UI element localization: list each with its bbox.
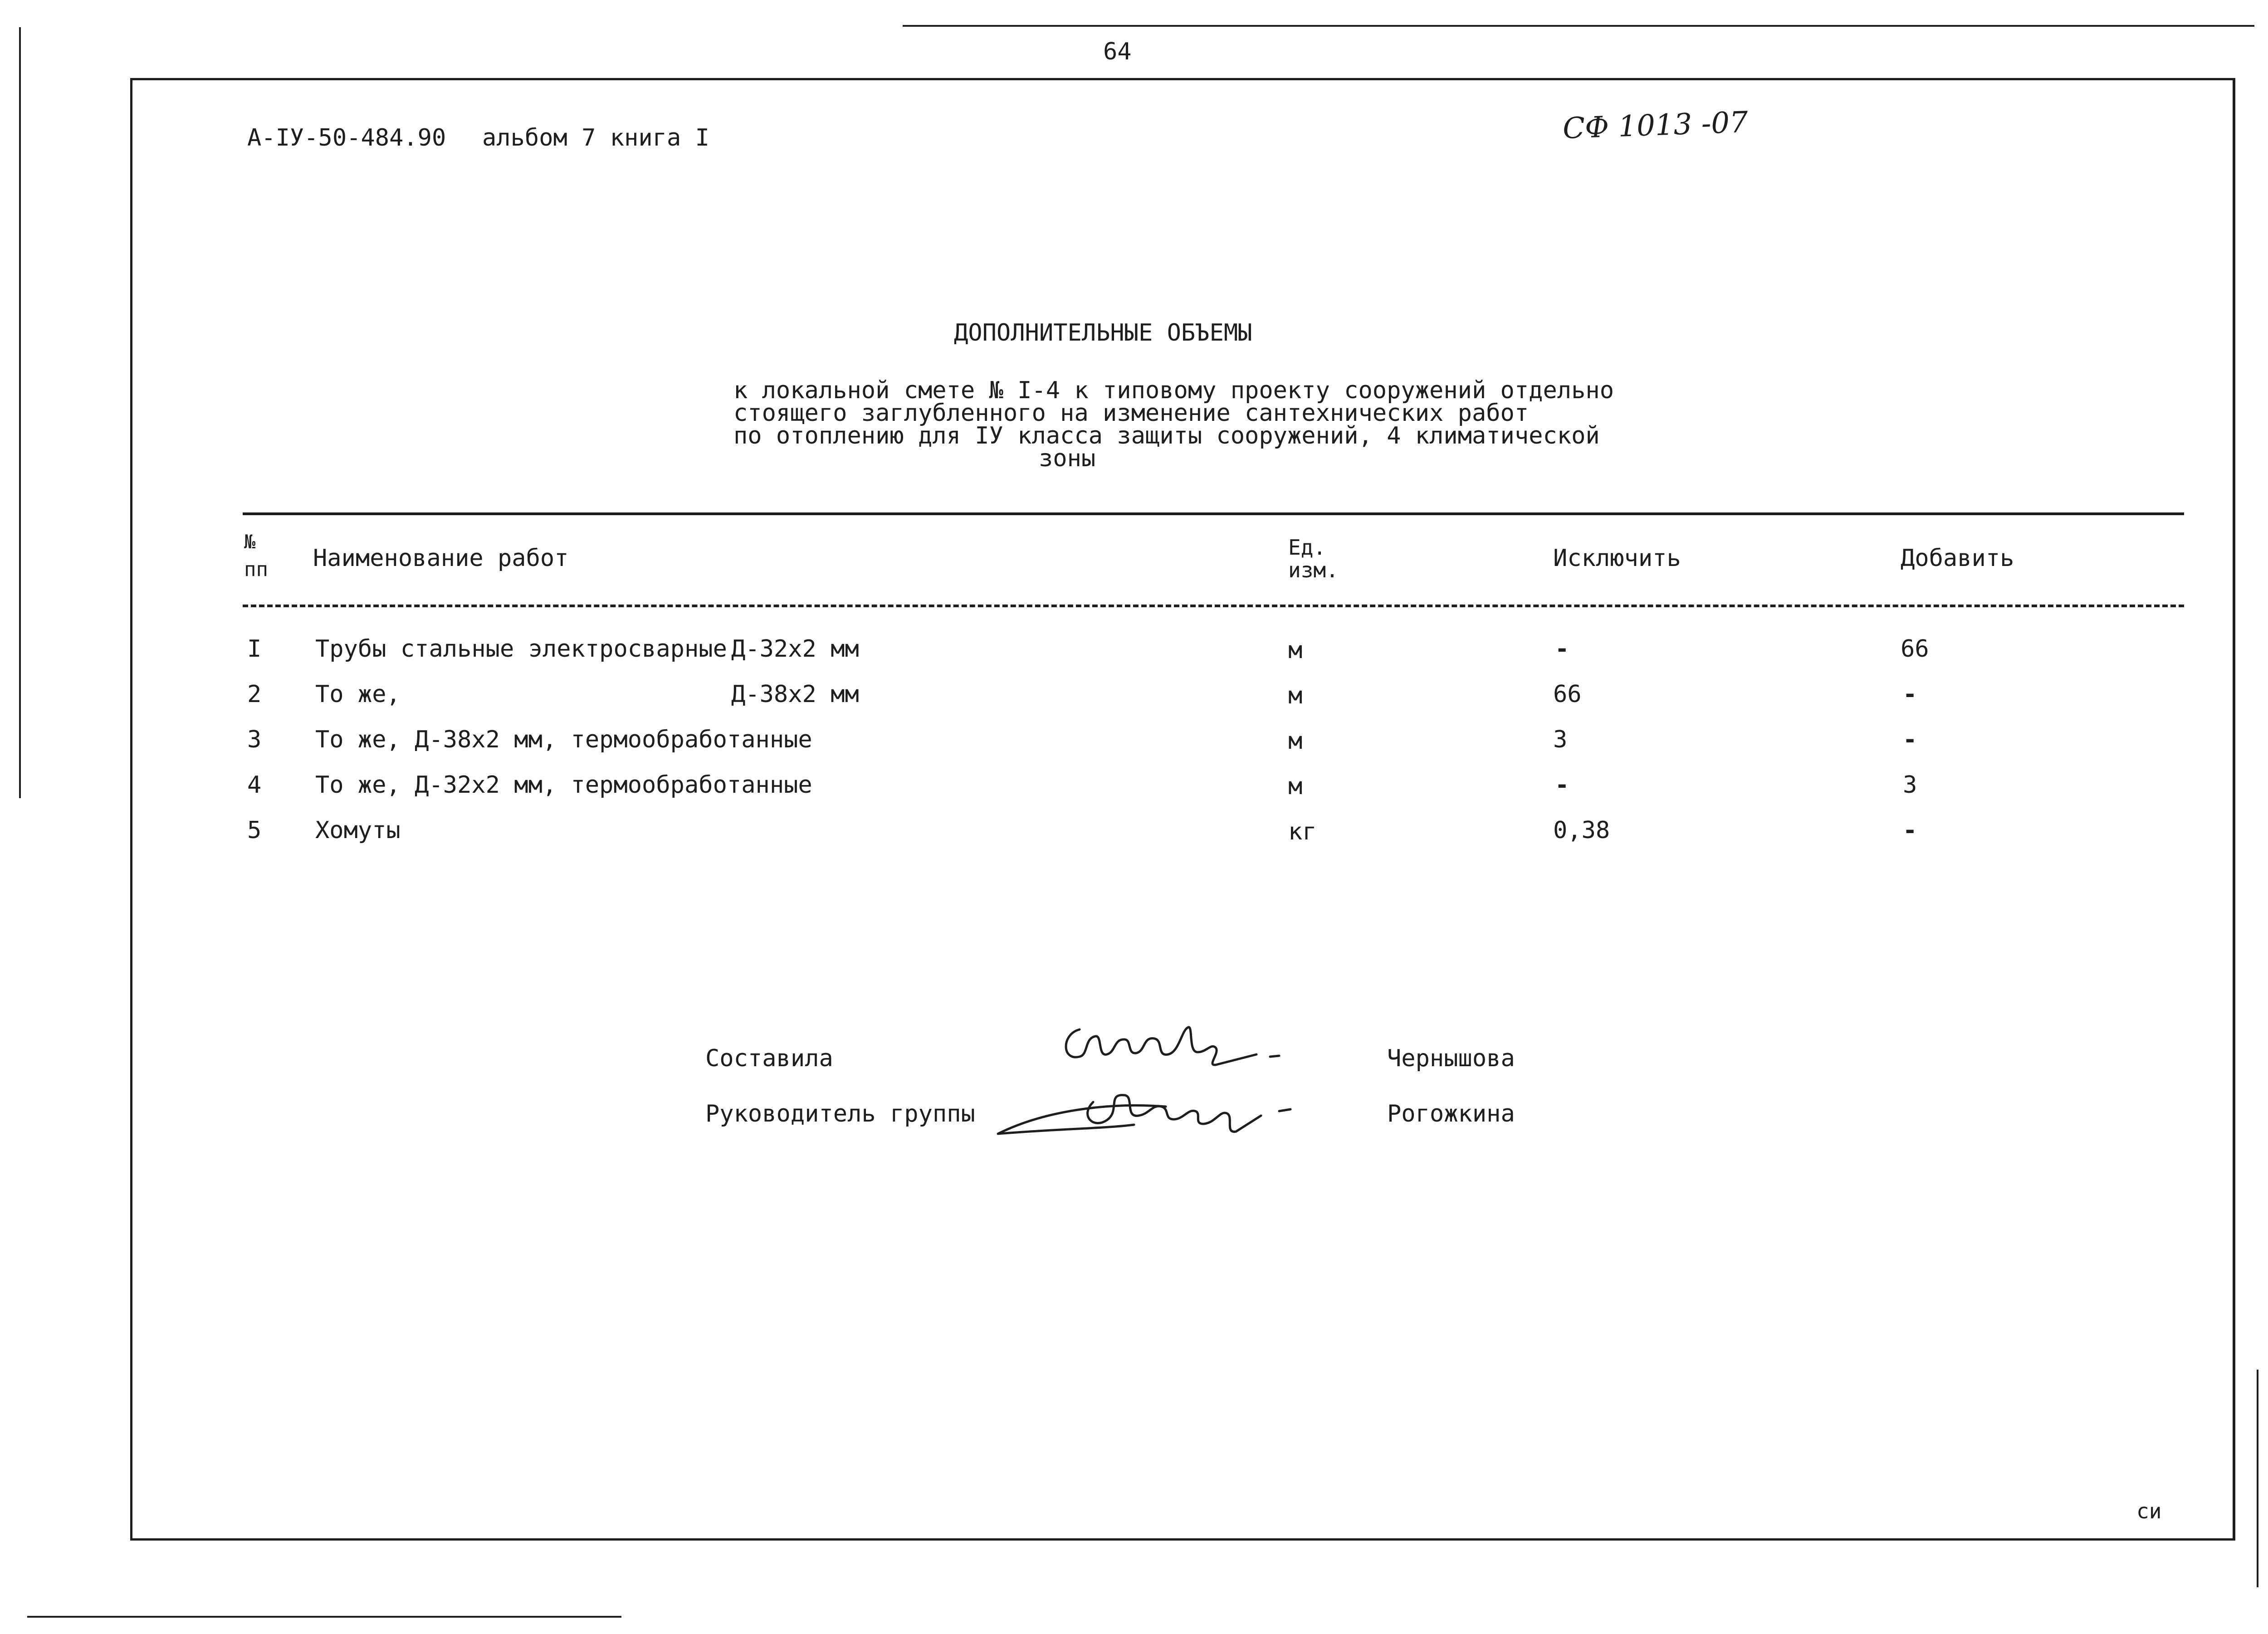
row-add: - (1903, 726, 1917, 753)
subtitle-line-3: по отоплению для IУ класса защиты сооружений, 4 климатической (733, 422, 1600, 449)
header-unit-bottom: изм. (1288, 558, 1339, 582)
table-header-rule (243, 605, 2184, 607)
row-exclude: 0,38 (1553, 817, 1610, 844)
row-name: Хомуты (315, 817, 401, 844)
subtitle-line-4: зоны (1039, 445, 1096, 472)
row-add: - (1903, 681, 1917, 708)
compiled-by-label: Составила (705, 1045, 833, 1072)
top-scan-line (903, 25, 2254, 27)
bottom-scan-line (27, 1616, 621, 1618)
right-scan-edge (2257, 1370, 2258, 1587)
row-num: 5 (247, 817, 262, 844)
row-exclude: 3 (1553, 726, 1568, 753)
row-exclude: - (1555, 771, 1569, 799)
footer-mark: си (2136, 1499, 2162, 1523)
row-size: Д-38х2 мм (731, 681, 859, 708)
row-unit: м (1288, 727, 1303, 755)
group-head-name: Рогожкина (1387, 1100, 1515, 1127)
page-number: 64 (1103, 38, 1132, 65)
header-add: Добавить (1901, 545, 2014, 572)
document-title: ДОПОЛНИТЕЛЬНЫЕ ОБЪЕМЫ (954, 319, 1252, 346)
row-unit: м (1288, 682, 1303, 709)
row-add: 66 (1901, 635, 1929, 663)
table-top-rule (243, 512, 2184, 515)
subtitle-line-1: к локальной смете № I-4 к типовому проекту сооружений отдельно (733, 377, 1614, 404)
row-num: 4 (247, 771, 262, 799)
signature-group-head (989, 1075, 1315, 1143)
header-exclude: Исключить (1553, 545, 1681, 572)
row-num: 2 (247, 681, 262, 708)
row-size: Д-32х2 мм (731, 635, 859, 663)
doc-code: А-IУ-50-484.90 (247, 124, 446, 151)
subtitle-line-2: стоящего заглубленного на изменение сантехнических работ (733, 400, 1529, 427)
page-frame (130, 78, 2235, 1541)
signature-compiler (1052, 1011, 1288, 1079)
row-add: 3 (1903, 771, 1917, 799)
row-unit: м (1288, 773, 1303, 800)
stamp-code: СФ 1013 -07 (1562, 105, 1749, 146)
row-unit: кг (1288, 818, 1317, 845)
compiled-by-name: Чернышова (1387, 1045, 1515, 1072)
album-label: альбом 7 книга I (482, 124, 709, 151)
row-num: 3 (247, 726, 262, 753)
row-unit: м (1288, 637, 1303, 664)
header-num-top: № (244, 531, 256, 553)
row-exclude: 66 (1553, 681, 1582, 708)
left-scan-edge (19, 27, 21, 798)
header-num-bottom: пп (244, 558, 268, 581)
group-head-label: Руководитель группы (705, 1100, 975, 1127)
row-name: То же, Д-38х2 мм, термообработанные (315, 726, 812, 753)
row-name: То же, Д-32х2 мм, термообработанные (315, 771, 812, 799)
row-add: - (1903, 817, 1917, 844)
header-name: Наименование работ (313, 545, 569, 572)
header-unit-top: Ед. (1288, 535, 1326, 560)
row-name: То же, (315, 681, 401, 708)
row-exclude: - (1555, 635, 1569, 663)
row-name: Трубы стальные электросварные (315, 635, 727, 663)
row-num: I (247, 635, 262, 663)
